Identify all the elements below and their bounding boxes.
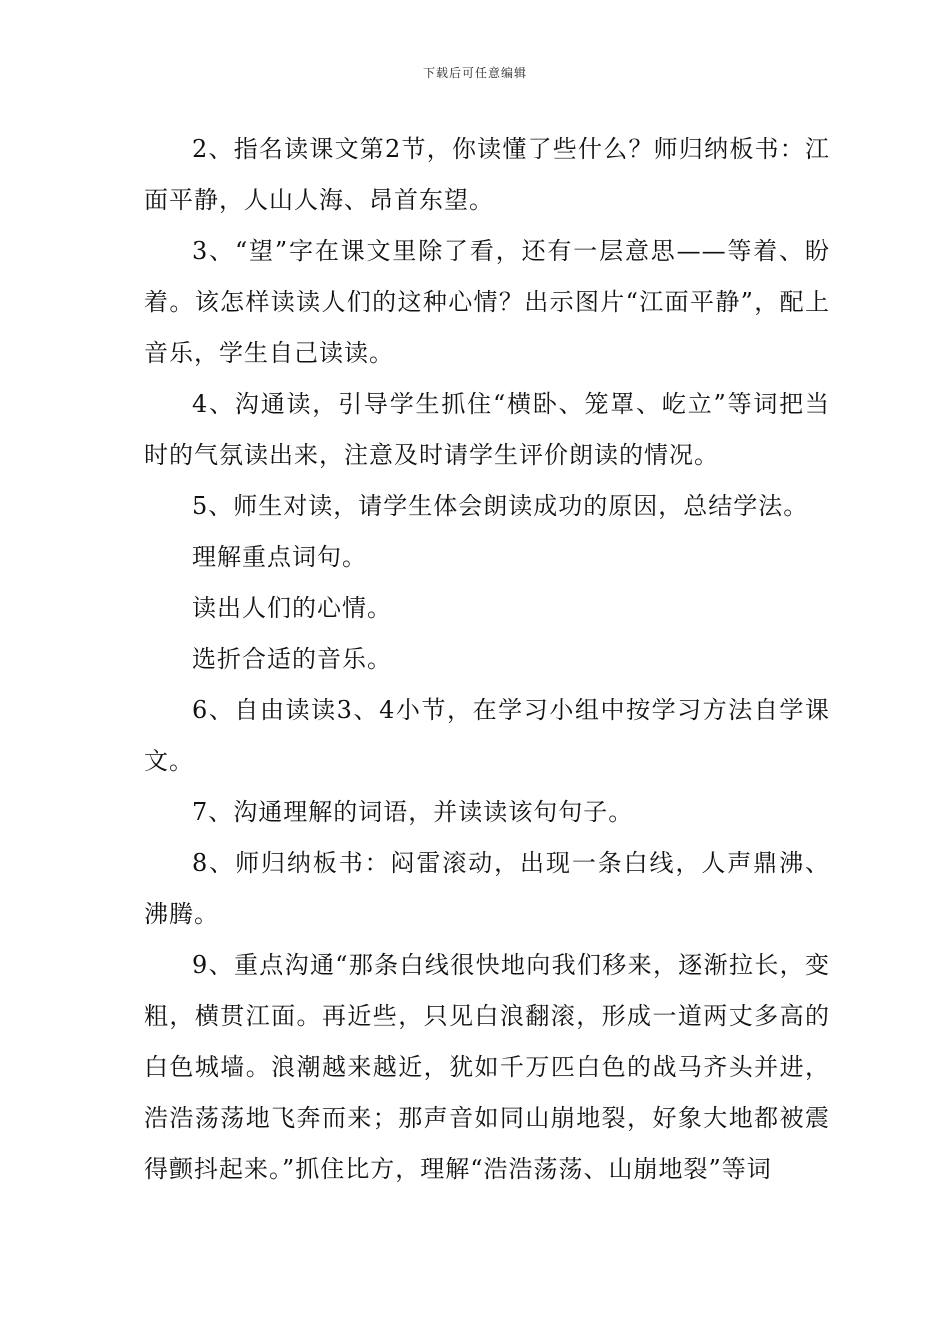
paragraph-step-8: 8、师归纳板书：闷雷滚动，出现一条白线，人声鼎沸、沸腾。 [144, 849, 830, 928]
paragraph-step-7: 7、沟通理解的词语，并读读该句句子。 [192, 798, 634, 826]
paragraph-step-5: 5、师生对读，请学生体会朗读成功的原因，总结学法。 [192, 492, 809, 520]
paragraph-key-sentences: 理解重点词句。 [192, 543, 367, 571]
body-text [144, 124, 830, 1195]
paragraph-step-3: 3、“望”字在课文里除了看，还有一层意思——等着、盼着。该怎样读读人们的这种心情？出示图片“江面平静”，配上音乐，学生自己读读。 [144, 237, 830, 367]
paragraph-step-2: 2、指名读课文第2节，你读懂了些什么？师归纳板书：江面平静，人山人海、昂首东望。 [144, 135, 830, 214]
paragraph-choose-music: 选折合适的音乐。 [192, 645, 392, 673]
header-note: 下载后可任意编辑 [422, 66, 527, 80]
paragraph-step-6: 6、自由读读3、4小节，在学习小组中按学习方法自学课文。 [144, 696, 830, 775]
paragraph-step-9: 9、重点沟通“那条白线很快地向我们移来，逐渐拉长，变粗，横贯江面。再近些，只见白浪翻滚，形成一道两丈多高的白色城墙。浪潮越来越近，犹如千万匹白色的战马齐头并进，浩浩荡荡地飞奔而来；那声音如同山崩地裂，好象大地都被震得颤抖起来。”抓住比方，理解“浩浩荡荡、山崩地裂”等词 [144, 951, 830, 1183]
paragraph-read-mood: 读出人们的心情。 [192, 594, 392, 622]
paragraph-step-4: 4、沟通读，引导学生抓住“横卧、笼罩、屹立”等词把当时的气氛读出来，注意及时请学生评价朗读的情况。 [144, 390, 830, 469]
